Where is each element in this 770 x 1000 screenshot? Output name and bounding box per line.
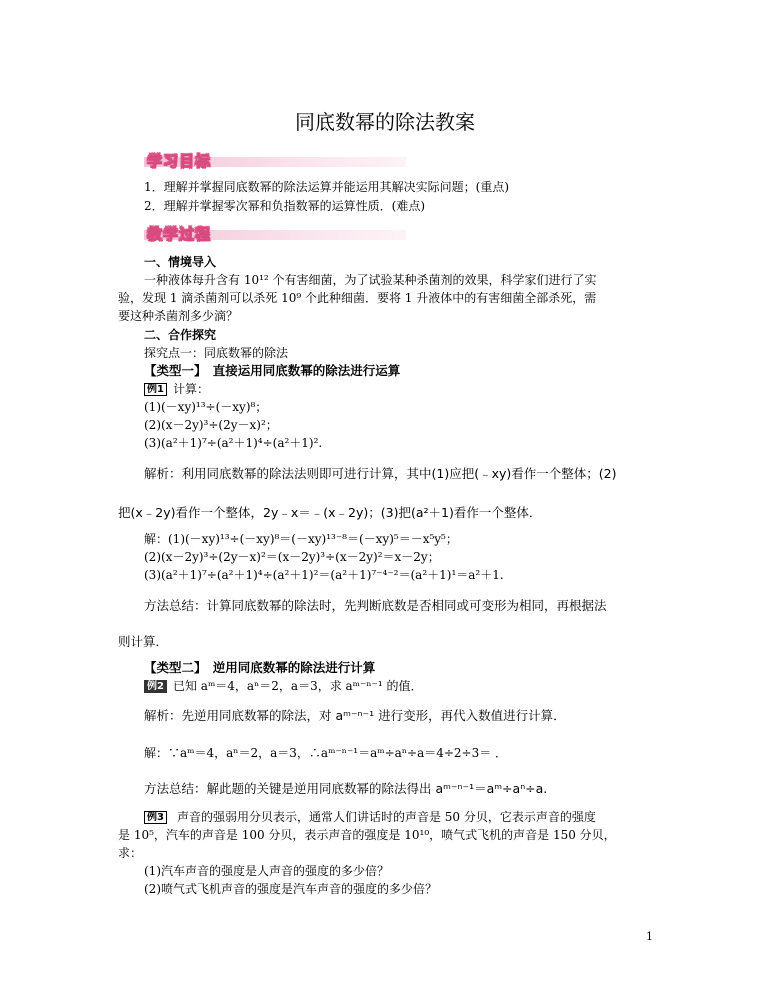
solution-line: (2)(x－2y)³÷(2y－x)²＝(x－2y)³÷(x－2y)²＝x－2y； <box>144 550 440 564</box>
method-summary: 则计算． <box>118 634 169 649</box>
example-badge: 例1 <box>144 383 167 396</box>
intro-line: 一种液体每升含有 10¹² 个有害细菌，为了试验某种杀菌剂的效果，科学家们进行了实 <box>144 273 597 287</box>
type-heading: 【类型一】 直接运用同底数幂的除法进行运算 <box>144 363 401 378</box>
example-2 <box>144 677 423 695</box>
example-label: 计算： <box>172 382 209 396</box>
method-summary: 方法总结：计算同底数幂的除法时，先判断底数是否相同或可变形为相同，再根据法 <box>144 598 607 613</box>
page-title: 同底数幂的除法教案 <box>295 110 475 134</box>
banner-label: 学习目标 <box>147 152 212 170</box>
example-item: (3)(a²＋1)⁷÷(a²＋1)⁴÷(a²＋1)². <box>144 436 323 450</box>
intro-line: 验，发现 1 滴杀菌剂可以杀死 10⁹ 个此种细菌．要将 1 升液体中的有害细菌全部杀死，需 <box>118 291 597 305</box>
goal-item: 1．理解并掌握同底数幂的除法运算并能运用其解决实际问题；(重点) <box>144 180 510 194</box>
example-1 <box>144 380 209 398</box>
solution-line: (3)(a²＋1)⁷÷(a²＋1)⁴÷(a²＋1)²＝(a²＋1)⁷⁻⁴⁻²＝(a²＋1)¹＝a²＋1. <box>144 568 504 582</box>
example-text: 求： <box>118 846 143 860</box>
example-text: 声音的强弱用分贝表示，通常人们讲话时的声音是 50 分贝，它表示声音的强度 <box>176 810 596 824</box>
example-item: (1)(－xy)¹³÷(－xy)⁸； <box>144 400 268 414</box>
example-text: 是 10⁵，汽车的声音是 100 分贝，表示声音的强度是 10¹⁰，喷气式飞机的声音是 150 分贝， <box>118 828 616 842</box>
banner-learning-goals <box>144 150 406 172</box>
example-item: (2)(x－2y)³÷(2y－x)²； <box>144 418 278 432</box>
goal-item: 2．理解并掌握零次幂和负指数幂的运算性质．(难点) <box>144 199 426 213</box>
intro-line: 要这种杀菌剂多少滴？ <box>118 309 239 323</box>
banner-label: 教学过程 <box>147 225 212 243</box>
analysis-text: 把(x﹣2y)看作一个整体，2y﹣x＝﹣(x﹣2y)；(3)把(a²＋1)看作一个整体． <box>118 505 542 520</box>
example-text: 已知 aᵐ＝4，aⁿ＝2，a＝3，求 aᵐ⁻ⁿ⁻¹ 的值． <box>172 679 423 693</box>
type-heading: 【类型二】 逆用同底数幂的除法进行计算 <box>144 660 376 675</box>
example-3 <box>144 808 596 826</box>
analysis-text: 解析：先逆用同底数幂的除法，对 aᵐ⁻ⁿ⁻¹ 进行变形，再代入数值进行计算． <box>144 708 566 723</box>
page-number: 1 <box>646 930 653 943</box>
explore-point: 探究点一：同底数幂的除法 <box>144 346 289 360</box>
method-summary: 方法总结：解此题的关键是逆用同底数幂的除法得出 aᵐ⁻ⁿ⁻¹＝aᵐ÷aⁿ÷a. <box>144 781 548 796</box>
example-item: (2)喷气式飞机声音的强度是汽车声音的强度的多少倍？ <box>144 882 438 896</box>
banner-teaching-process <box>144 223 406 245</box>
solution-line: 解：∵aᵐ＝4，aⁿ＝2，a＝3，∴aᵐ⁻ⁿ⁻¹＝aᵐ÷aⁿ÷a＝4÷2÷3＝ ． <box>144 746 508 760</box>
example-item: (1)汽车声音的强度是人声音的强度的多少倍？ <box>144 864 389 878</box>
example-badge: 例2 <box>144 680 167 693</box>
solution-line: 解：(1)(－xy)¹³÷(－xy)⁸＝(－xy)¹³⁻⁸＝(－xy)⁵＝－x⁵y⁵； <box>144 532 458 546</box>
analysis-text: 解析：利用同底数幂的除法法则即可进行计算，其中(1)应把(﹣xy)看作一个整体；(2) <box>144 466 617 481</box>
section-heading: 一、情境导入 <box>144 255 217 269</box>
example-badge: 例3 <box>144 811 167 824</box>
section-heading: 二、合作探究 <box>144 328 217 342</box>
